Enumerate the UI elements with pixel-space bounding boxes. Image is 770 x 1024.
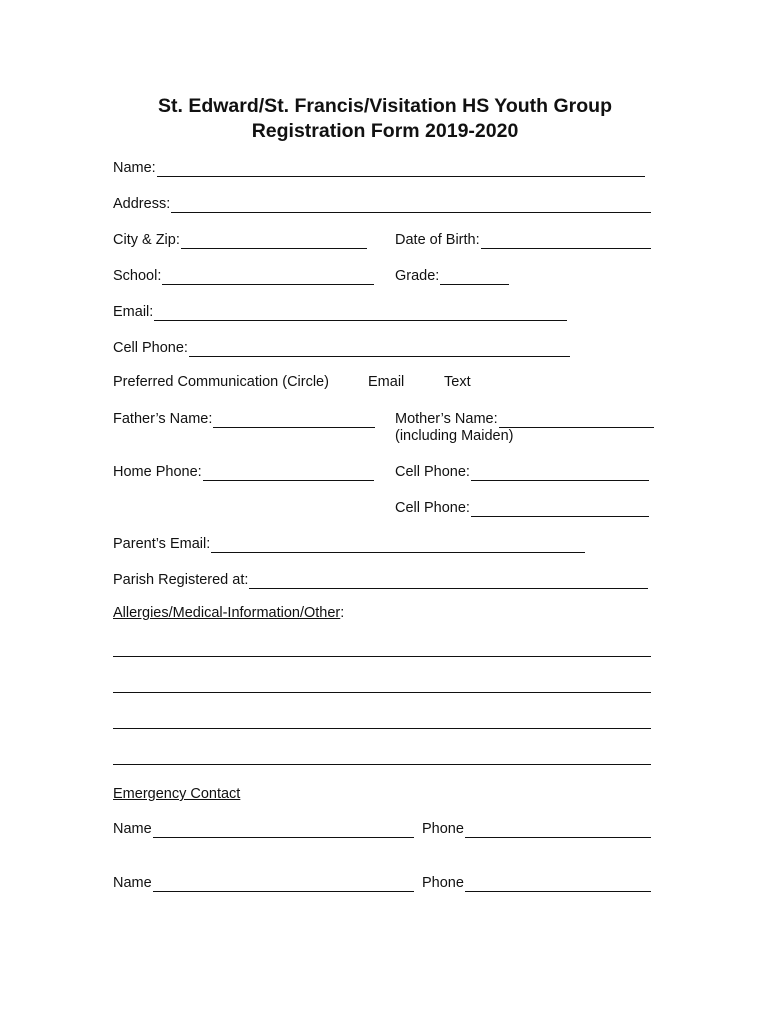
city-zip-field[interactable] xyxy=(113,231,367,249)
mother-name-field[interactable] xyxy=(395,410,654,428)
parent-cell-phone-2-field[interactable] xyxy=(395,499,649,517)
allergies-line-3[interactable] xyxy=(113,728,651,729)
home-phone-label: Home Phone: xyxy=(113,464,202,480)
parent-email-field[interactable] xyxy=(113,535,585,553)
emergency-name-2-input-line[interactable] xyxy=(153,876,414,892)
form-title-line-1: St. Edward/St. Francis/Visitation HS Youth Group xyxy=(158,95,612,117)
father-name-field[interactable] xyxy=(113,410,375,428)
form-title-line-2: Registration Form 2019-2020 xyxy=(251,120,519,142)
school-field[interactable] xyxy=(113,267,374,285)
emergency-name-2-field[interactable] xyxy=(113,874,414,892)
school-label: School: xyxy=(113,268,162,284)
parish-field[interactable] xyxy=(113,571,648,589)
mother-name-input-line[interactable] xyxy=(499,412,654,428)
option-text[interactable]: Text xyxy=(444,374,471,390)
parent-email-label: Parent’s Email: xyxy=(113,536,211,552)
parent-email-input-line[interactable] xyxy=(211,537,585,553)
city-zip-input-line[interactable] xyxy=(181,233,367,249)
emergency-phone-1-field[interactable] xyxy=(422,820,651,838)
date-of-birth-field[interactable] xyxy=(395,231,651,249)
address-label: Address: xyxy=(113,196,171,212)
preferred-communication-label: Preferred Communication (Circle) xyxy=(113,374,329,390)
address-field[interactable] xyxy=(113,195,651,213)
home-phone-input-line[interactable] xyxy=(203,465,374,481)
grade-input-line[interactable] xyxy=(440,269,509,285)
parent-cell-phone-1-input-line[interactable] xyxy=(471,465,649,481)
option-email[interactable]: Email xyxy=(368,374,405,390)
emergency-contact-heading: Emergency Contact xyxy=(113,786,241,802)
allergies-heading xyxy=(113,605,344,622)
emergency-name-1-input-line[interactable] xyxy=(153,822,414,838)
parent-cell-phone-1-field[interactable] xyxy=(395,463,649,481)
emergency-phone-1-label: Phone xyxy=(422,821,464,837)
email-input-line[interactable] xyxy=(154,305,567,321)
parent-cell-phone-2-label: Cell Phone: xyxy=(395,500,470,516)
grade-label: Grade: xyxy=(395,268,440,284)
school-input-line[interactable] xyxy=(162,269,374,285)
name-input-line[interactable] xyxy=(157,161,645,177)
email-label: Email: xyxy=(113,304,154,320)
allergies-label: Allergies/Medical-Information/Other xyxy=(113,605,341,621)
father-name-label: Father’s Name: xyxy=(113,411,213,427)
mother-name-label: Mother’s Name: xyxy=(395,411,498,427)
city-zip-label: City & Zip: xyxy=(113,232,180,248)
allergies-line-4[interactable] xyxy=(113,764,651,765)
name-field[interactable] xyxy=(113,159,645,177)
father-name-input-line[interactable] xyxy=(213,412,375,428)
email-field[interactable] xyxy=(113,303,567,321)
parish-label: Parish Registered at: xyxy=(113,572,249,588)
address-input-line[interactable] xyxy=(171,197,651,213)
parish-input-line[interactable] xyxy=(249,573,648,589)
allergies-colon: : xyxy=(340,605,345,621)
home-phone-field[interactable] xyxy=(113,463,374,481)
mother-name-note: (including Maiden) xyxy=(395,428,514,444)
emergency-phone-2-field[interactable] xyxy=(422,874,651,892)
cell-phone-label: Cell Phone: xyxy=(113,340,188,356)
allergies-line-1[interactable] xyxy=(113,656,651,657)
allergies-line-2[interactable] xyxy=(113,692,651,693)
parent-cell-phone-2-input-line[interactable] xyxy=(471,501,649,517)
emergency-phone-2-label: Phone xyxy=(422,875,464,891)
emergency-name-2-label: Name xyxy=(113,875,152,891)
emergency-name-1-field[interactable] xyxy=(113,820,414,838)
date-of-birth-label: Date of Birth: xyxy=(395,232,480,248)
emergency-name-1-label: Name xyxy=(113,821,152,837)
cell-phone-field[interactable] xyxy=(113,339,570,357)
grade-field[interactable] xyxy=(395,267,509,285)
name-label: Name: xyxy=(113,160,156,176)
emergency-phone-2-input-line[interactable] xyxy=(465,876,651,892)
emergency-phone-1-input-line[interactable] xyxy=(465,822,651,838)
parent-cell-phone-1-label: Cell Phone: xyxy=(395,464,470,480)
date-of-birth-input-line[interactable] xyxy=(481,233,651,249)
cell-phone-input-line[interactable] xyxy=(189,341,570,357)
